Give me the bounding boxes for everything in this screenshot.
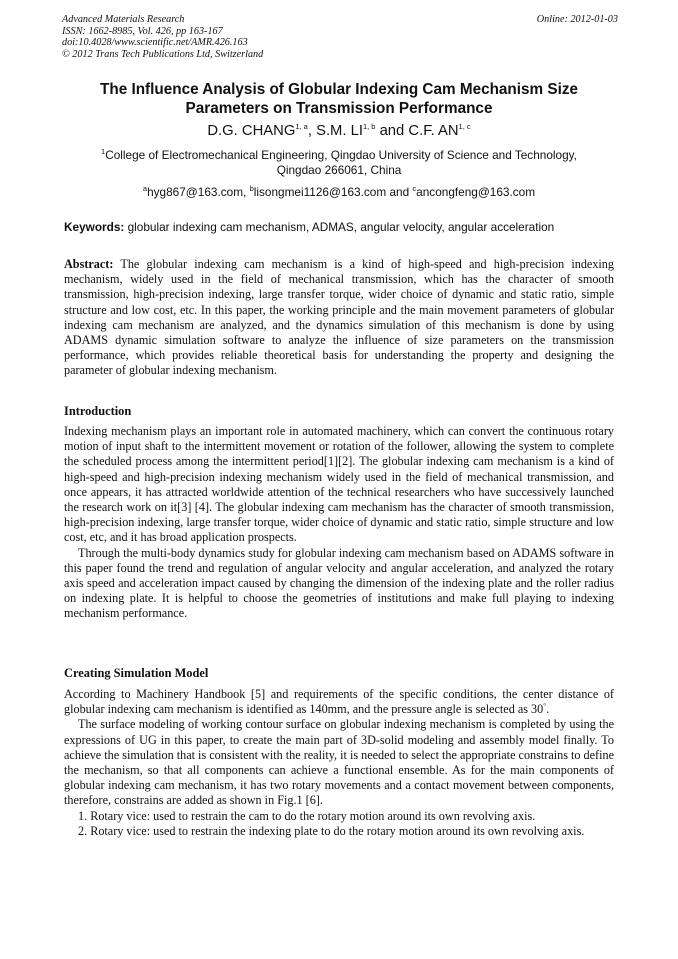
journal-meta <box>62 14 618 60</box>
author-1: D.G. CHANG <box>207 123 296 139</box>
author-2-affil-mark: 1, b <box>362 122 376 132</box>
paragraph: According to Machinery Handbook [5] and requirements of the specific conditions, the center distance of globular indexing cam mechanism is identified as 140mm, and the pressure angle is selected as 30 <box>64 687 614 717</box>
abstract-text: The globular indexing cam mechanism is a kind of high-speed and high-precision indexing mechanism, widely used in the field of mechanical transmission, which has the character of smooth transmission, high-precision indexing, large transfer torque, wider choice of dynamic and static ratio, simple structure and low cost, etc. In this paper, the working principle and the main movement parameters of globular indexing cam mechanism are analyzed, and the dynamics simulation of this mechanism is done by using ADAMS dynamic simulation software to analyze the influence of size parameters on the transmission performance, which provides reliable theoretical basis for understanding the property and designing the parameter of globular indexing mechanism. <box>64 257 614 378</box>
author-separator: , <box>307 123 317 139</box>
copyright-line: © 2012 Trans Tech Publications Ltd, Switzerland <box>62 48 264 60</box>
email-c: ancongfeng@163.com <box>416 185 536 199</box>
list-item: 2. Rotary vice: used to restrain the indexing plate to do the rotary motion around its own revolving axis. <box>78 823 585 838</box>
keywords-text: globular indexing cam mechanism, ADMAS, angular velocity, angular acceleration <box>124 220 555 234</box>
author-3: C.F. AN <box>408 123 459 139</box>
abstract-label: Abstract: <box>64 257 114 271</box>
paragraph: Through the multi-body dynamics study for globular indexing cam mechanism based on ADAMS software in this paper found the trend and regulation of angular velocity and angular acceleration, and analyzed the rotary axis speed and acceleration impact caused by changing the dimension of the indexing plate and the roller radius on indexing plate. It is helpful to choose the geometries of institutions and make full playing to indexing mechanism performance. <box>64 545 614 621</box>
section-heading-simulation: Creating Simulation Model <box>64 666 209 680</box>
author-separator: and <box>375 123 409 139</box>
affiliation <box>62 148 616 179</box>
author-2: S.M. LI <box>316 123 363 139</box>
paragraph-end: . <box>546 702 550 717</box>
author-1-affil-mark: 1, a <box>295 122 308 132</box>
title-line-2: Parameters on Transmission Performance <box>185 100 493 117</box>
keywords <box>64 220 616 235</box>
online-date: Online: 2012-01-03 <box>536 14 618 25</box>
issn-line: ISSN: 1662-8985, Vol. 426, pp 163-167 <box>62 25 223 37</box>
author-list <box>62 122 616 140</box>
email-b: lisongmei1126@163.com and <box>253 185 413 199</box>
author-emails <box>62 185 616 200</box>
affiliation-mark: 1 <box>101 147 106 157</box>
keywords-label: Keywords: <box>64 220 125 234</box>
simulation-body <box>64 687 614 839</box>
email-mark-c: c <box>412 184 417 194</box>
author-3-affil-mark: 1, c <box>458 122 471 132</box>
paragraph: Indexing mechanism plays an important role in automated machinery, which can convert the continuous rotary motion of input shaft to the intermittent movement or rotation of the follower, allowing the system to complete the scheduled process among the intermittent period[1][2]. The globular indexing cam mechanism is a kind of high-speed and high-precision indexing mechanism widely used in the field of mechanical transmission, and once appears, it has attracted worldwide attention of the technical researchers who have successively launched the research work on it[3] [4]. The globular indexing cam mechanism has the character of smooth transmission, high-precision indexing, large transfer torque, wider choice of dynamic and static ratio, simple structure and low cost, etc, and it has broad application prospects. <box>64 424 614 545</box>
email-mark-b: b <box>249 184 254 194</box>
paragraph: The surface modeling of working contour surface on globular indexing mechanism is completed by using the expressions of UG in this paper, to create the main part of 3D-solid modeling and assembly model finally. To achieve the simulation that is consistent with the reality, it is needed to select the appropriate constrains to define the mechanism, so that all components can achieve a functional ensemble. As for the main components of globular indexing cam mechanism, it has two rotary movements and a contact movement between components, therefore, constrains are added as shown in Fig.1 [6]. <box>64 717 614 808</box>
introduction-body <box>64 424 614 622</box>
abstract <box>64 257 614 379</box>
paper-title <box>62 80 616 118</box>
list-item: 1. Rotary vice: used to restrain the cam to do the rotary motion around its own revolving axis. <box>78 808 536 823</box>
email-a: hyg867@163.com, <box>147 185 250 199</box>
journal-name: Advanced Materials Research <box>62 14 185 25</box>
affiliation-line-1: College of Electromechanical Engineering, Qingdao University of Science and Technology, <box>105 148 577 162</box>
degree-mark: ° <box>543 701 547 711</box>
affiliation-line-2: Qingdao 266061, China <box>276 163 402 178</box>
title-line-1: The Influence Analysis of Globular Indexing Cam Mechanism Size <box>100 81 578 98</box>
doi-line: doi:10.4028/www.scientific.net/AMR.426.163 <box>62 37 248 49</box>
email-mark-a: a <box>142 184 148 194</box>
section-heading-introduction: Introduction <box>64 404 132 418</box>
